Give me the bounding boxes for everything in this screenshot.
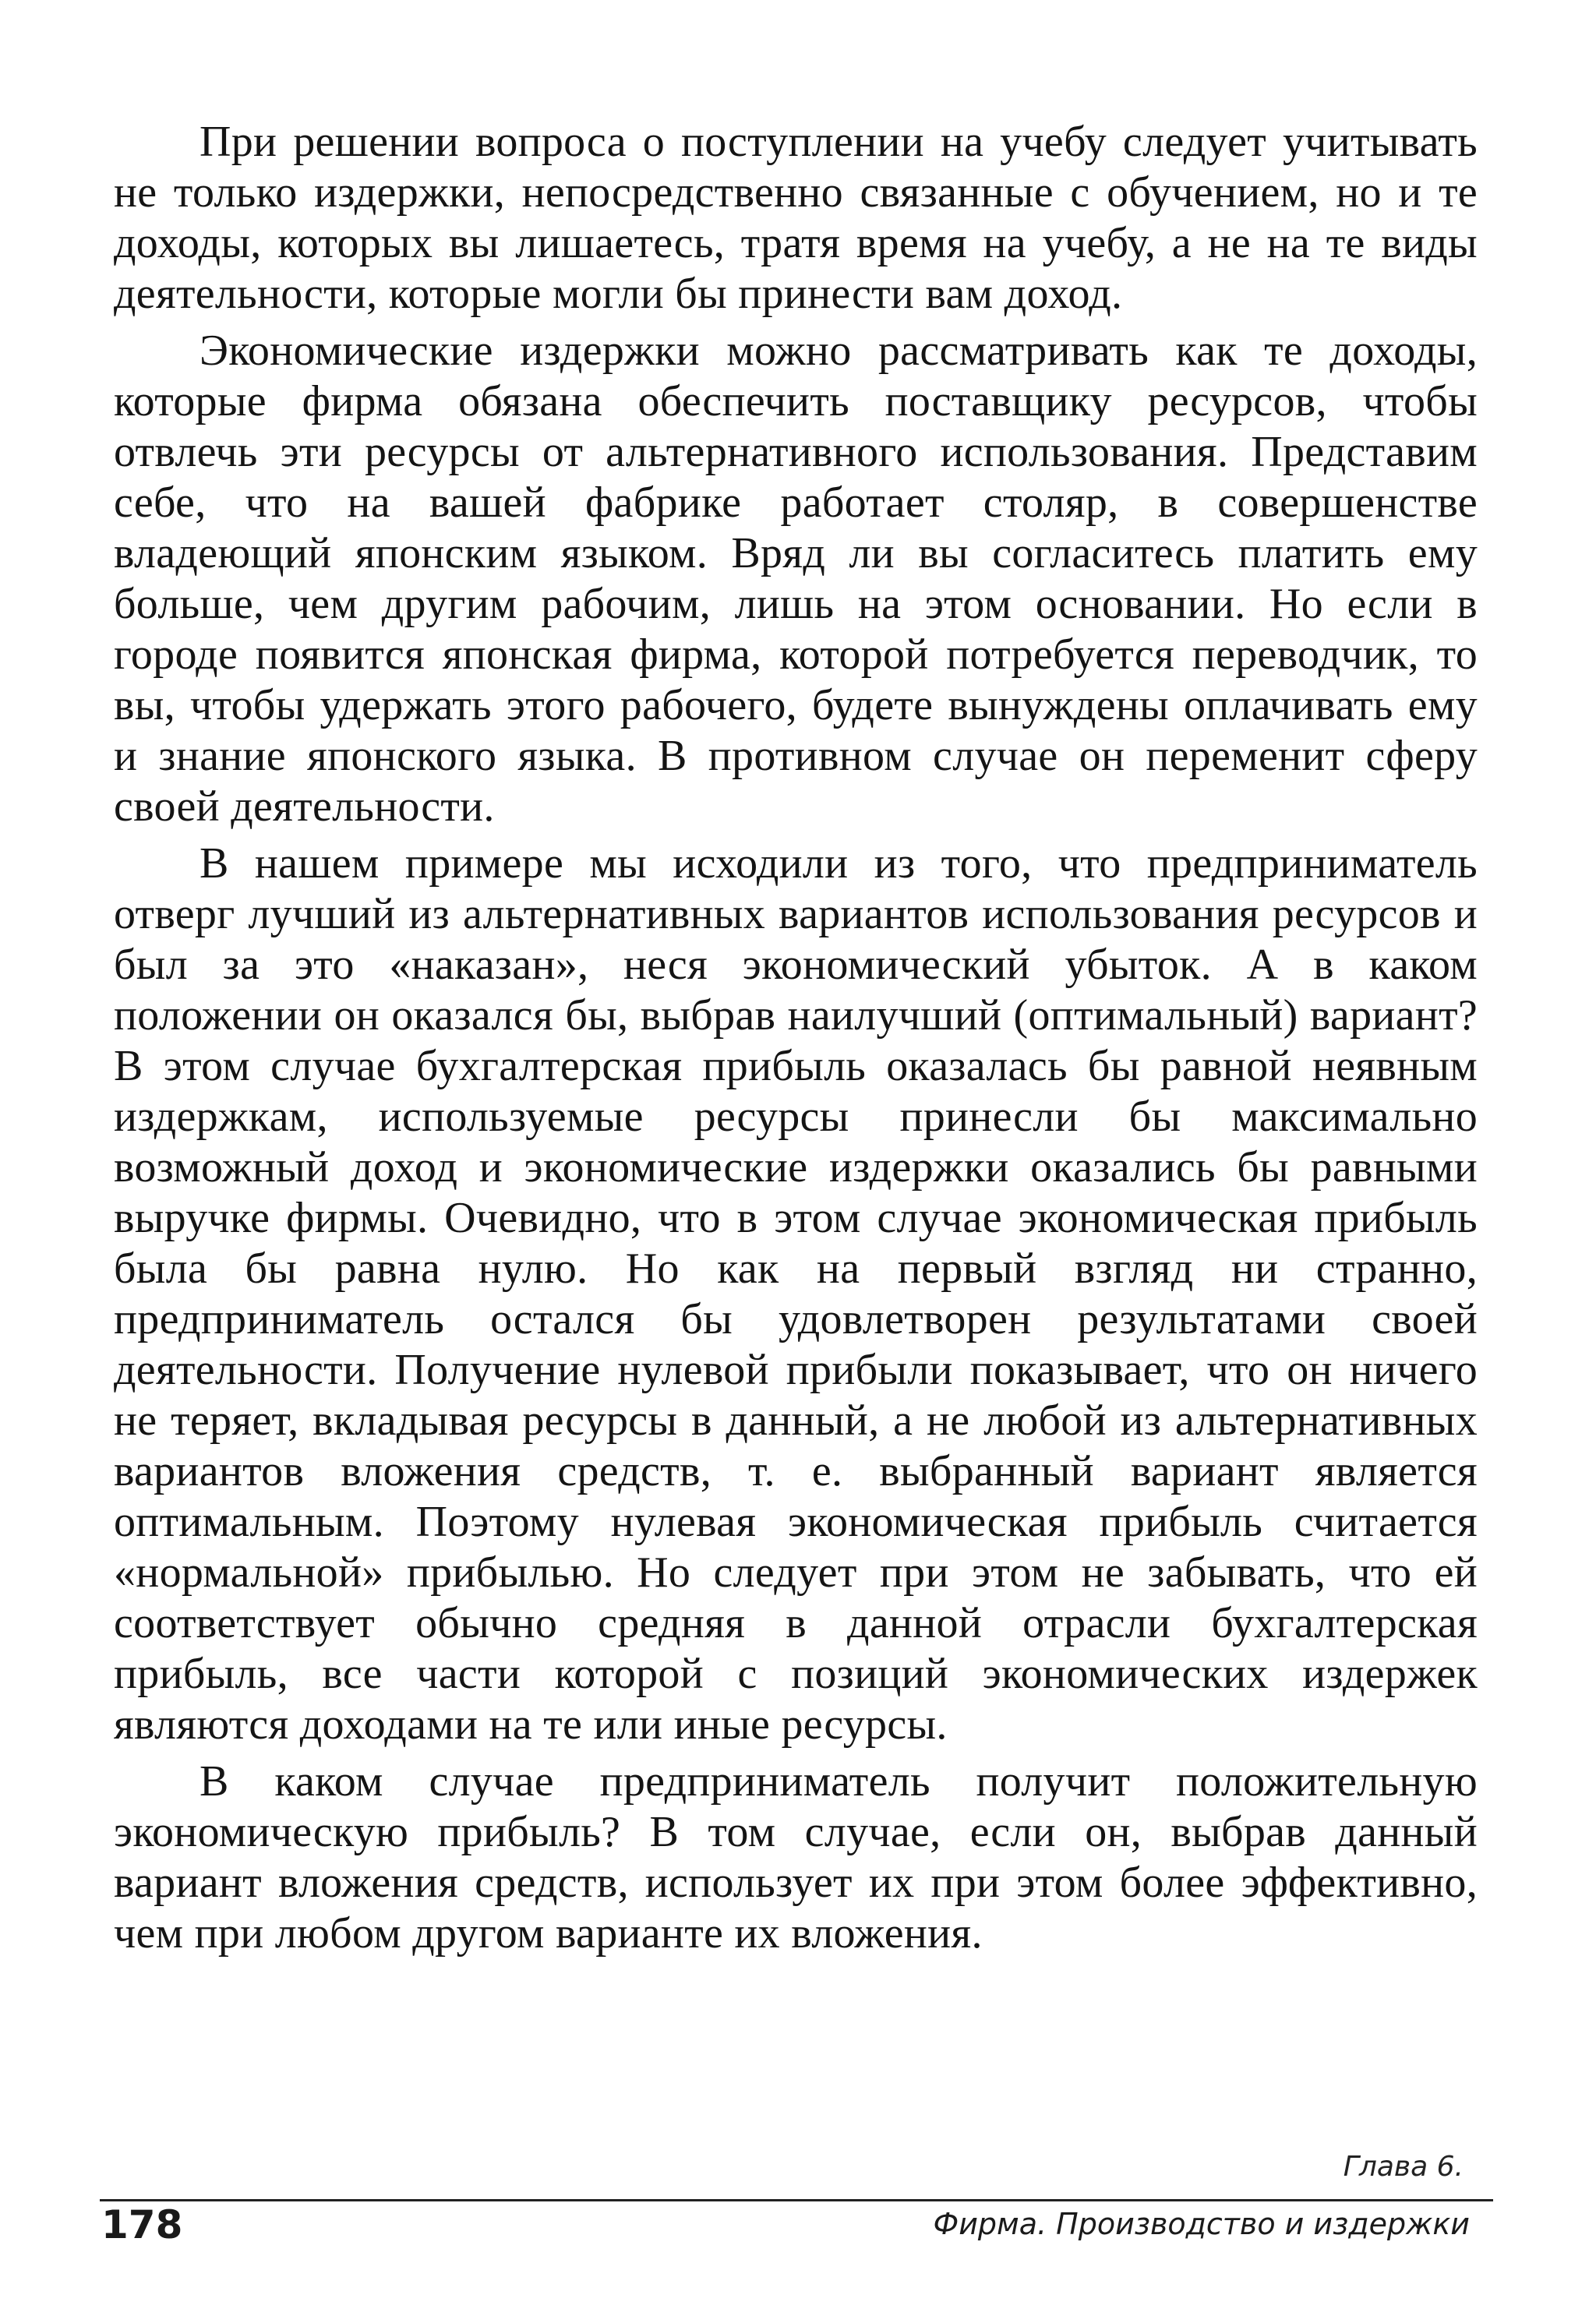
- chapter-label: Глава 6.: [1343, 2151, 1464, 2183]
- page-footer: [100, 2151, 1493, 2247]
- paragraph-2: Экономические издержки можно рассматривать как те доходы, которые фирма обязана обеспечить поставщику ресурсов, чтобы отвлечь эти ресурсы от альтернативного использования. Представим себе, что на вашей фабрике работает столяр, в совершенстве владеющий японским языком. Вряд ли вы согласитесь платить ему больше, чем другим рабочим, лишь на этом основании. Но если в городе появится японская фирма, которой потребуется переводчик, то вы, чтобы удержать этого рабочего, будете вынуждены оплачивать ему и знание японского языка. В противном случае он переменит сферу своей деятельности.: [114, 327, 1478, 831]
- paragraph-4: В каком случае предприниматель получит положительную экономическую прибыль? В том случае, если он, выбрав данный вариант вложения средств, использует их при этом более эффективно, чем при любом другом варианте их вложения.: [114, 1757, 1478, 1958]
- paragraph-1: При решении вопроса о поступлении на учебу следует учитывать не только издержки, непосредственно связанные с обучением, но и те доходы, которых вы лишаетесь, тратя время на учебу, а не на те виды деятельности, которые могли бы принести вам доход.: [114, 118, 1478, 318]
- footer-divider: [100, 2199, 1493, 2201]
- page-number: 178: [101, 2202, 183, 2247]
- paragraph-3: В нашем примере мы исходили из того, что предприниматель отверг лучший из альтернативных вариантов использования ресурсов и был за это «наказан», неся экономический убыток. А в каком положении он оказался бы, выбрав наилучший (оптимальный) вариант? В этом случае бухгалтерская прибыль оказалась бы равной неявным издержкам, используемые ресурсы принесли бы максимально возможный доход и экономические издержки оказались бы равными выручке фирмы. Очевидно, что в этом случае экономическая прибыль была бы равна нулю. Но как на первый взгляд ни странно, предприниматель остался бы удовлетворен результатами своей деятельности. Получение нулевой прибыли показывает, что он ничего не теряет, вкладывая ресурсы в данный, а не любой из альтернативных вариантов вложения средств, т. е. выбранный вариант является оптимальным. Поэтому нулевая экономическая прибыль считается «нормальной» прибылью. Но следует при этом не забывать, что ей соответствует обычно средняя в данной отрасли бухгалтерская прибыль, все части которой с позиций экономических издержек являются доходами на те или иные ресурсы.: [114, 839, 1478, 1749]
- running-title: Фирма. Производство и издержки: [933, 2207, 1470, 2241]
- page-body: [114, 117, 1478, 1965]
